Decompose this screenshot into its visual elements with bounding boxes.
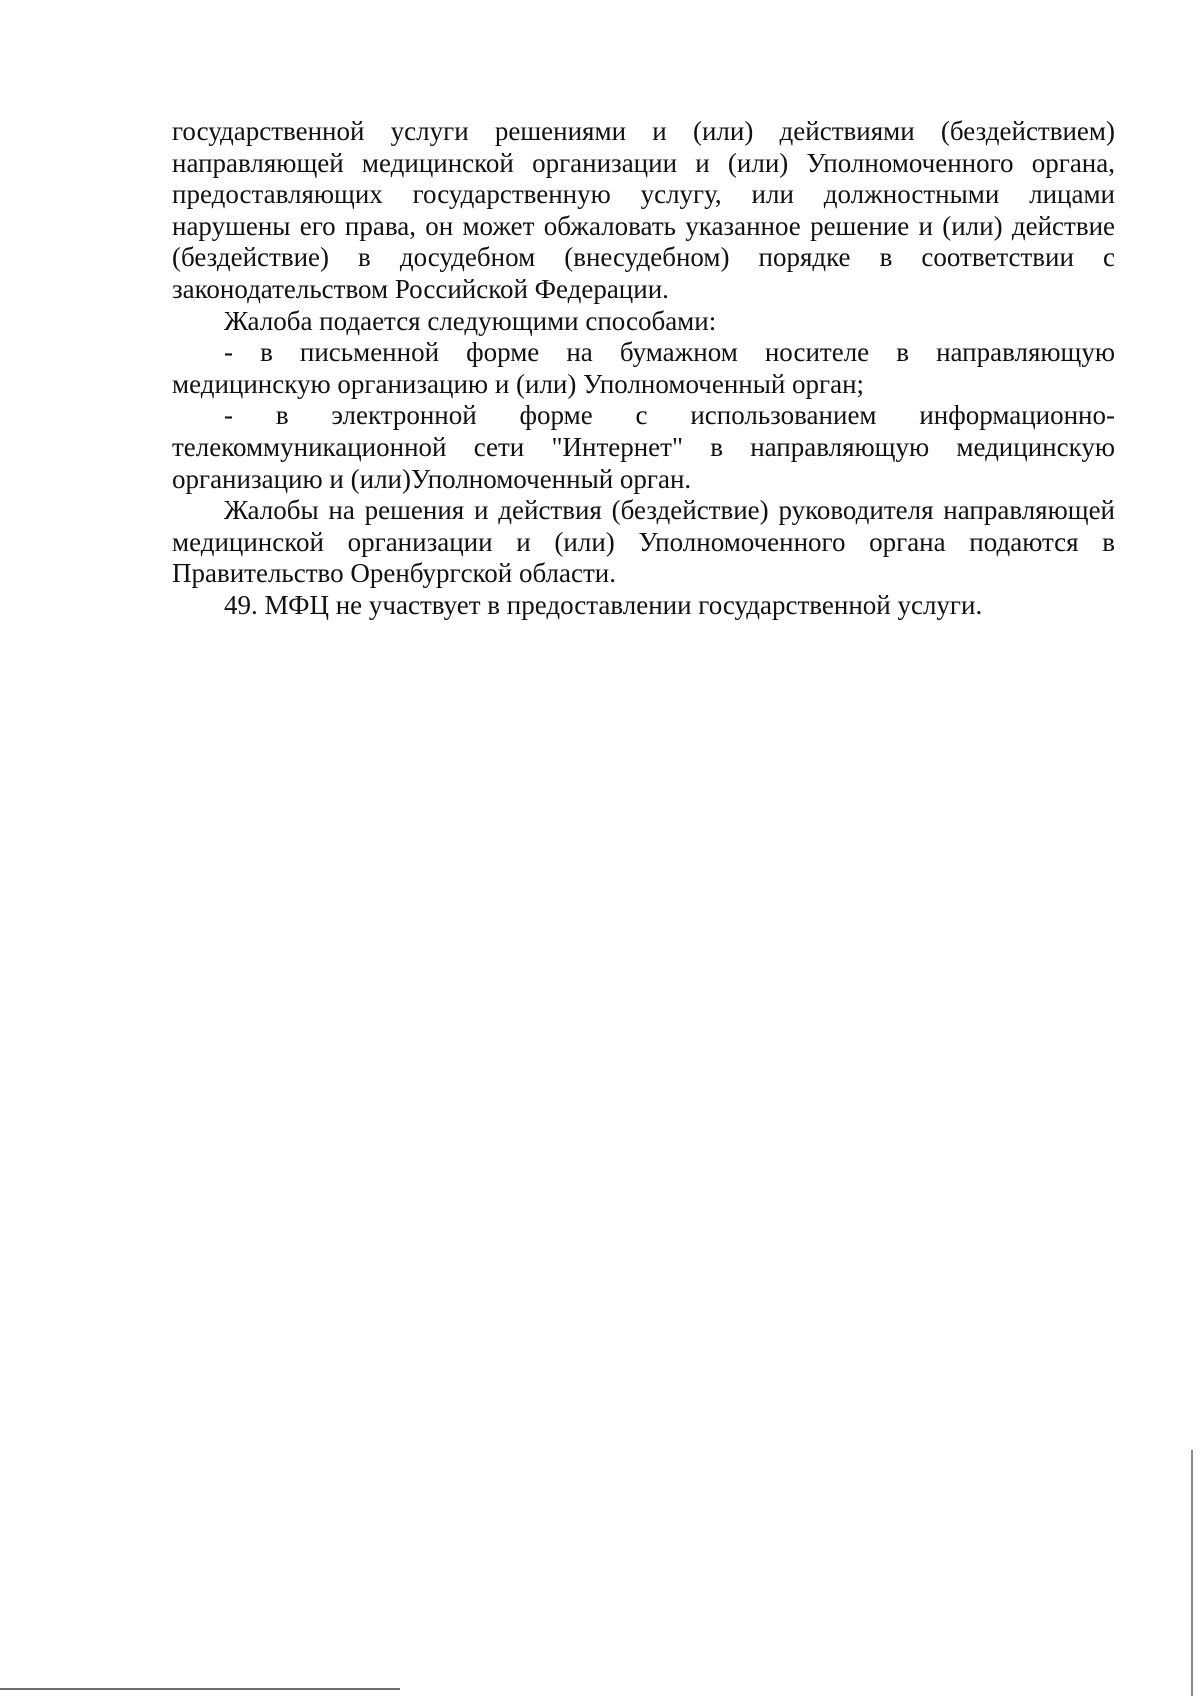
paragraph-mfc: 49. МФЦ не участвует в предоставлении государственной услуги. [224, 589, 983, 620]
scan-edge-bottom [0, 1688, 400, 1690]
document-body [172, 116, 1115, 622]
paragraph-complaint-methods: Жалоба подается следующими способами: [224, 305, 717, 336]
paragraph-paper-form: - в письменной форме на бумажном носителе в направляющую медицинскую организацию и (или) Уполномоченный орган; [172, 337, 1115, 399]
paragraph-electronic-form: - в электронной форме с использованием информационно-телекоммуникационной сети "Интернет" в направляющую медицинскую организацию и (или)Уполномоченный орган. [172, 400, 1115, 494]
paragraph-head-complaints: Жалобы на решения и действия (бездействие) руководителя направляющей медицинской организации и (или) Уполномоченного органа подаются в Правительство Оренбургской области. [172, 495, 1115, 589]
scan-edge-right [1191, 1450, 1193, 1696]
paragraph-complaint-rights: государственной услуги решениями и (или) действиями (бездействием) направляющей медицинской организации и (или) Уполномоченного органа, предоставляющих государственную услугу, или должностными лицами нарушены его права, он может обжаловать указанное решение и (или) действие (бездействие) в досудебном (внесудебном) порядке в соответствии с законодательством Российской Федерации. [172, 116, 1115, 304]
